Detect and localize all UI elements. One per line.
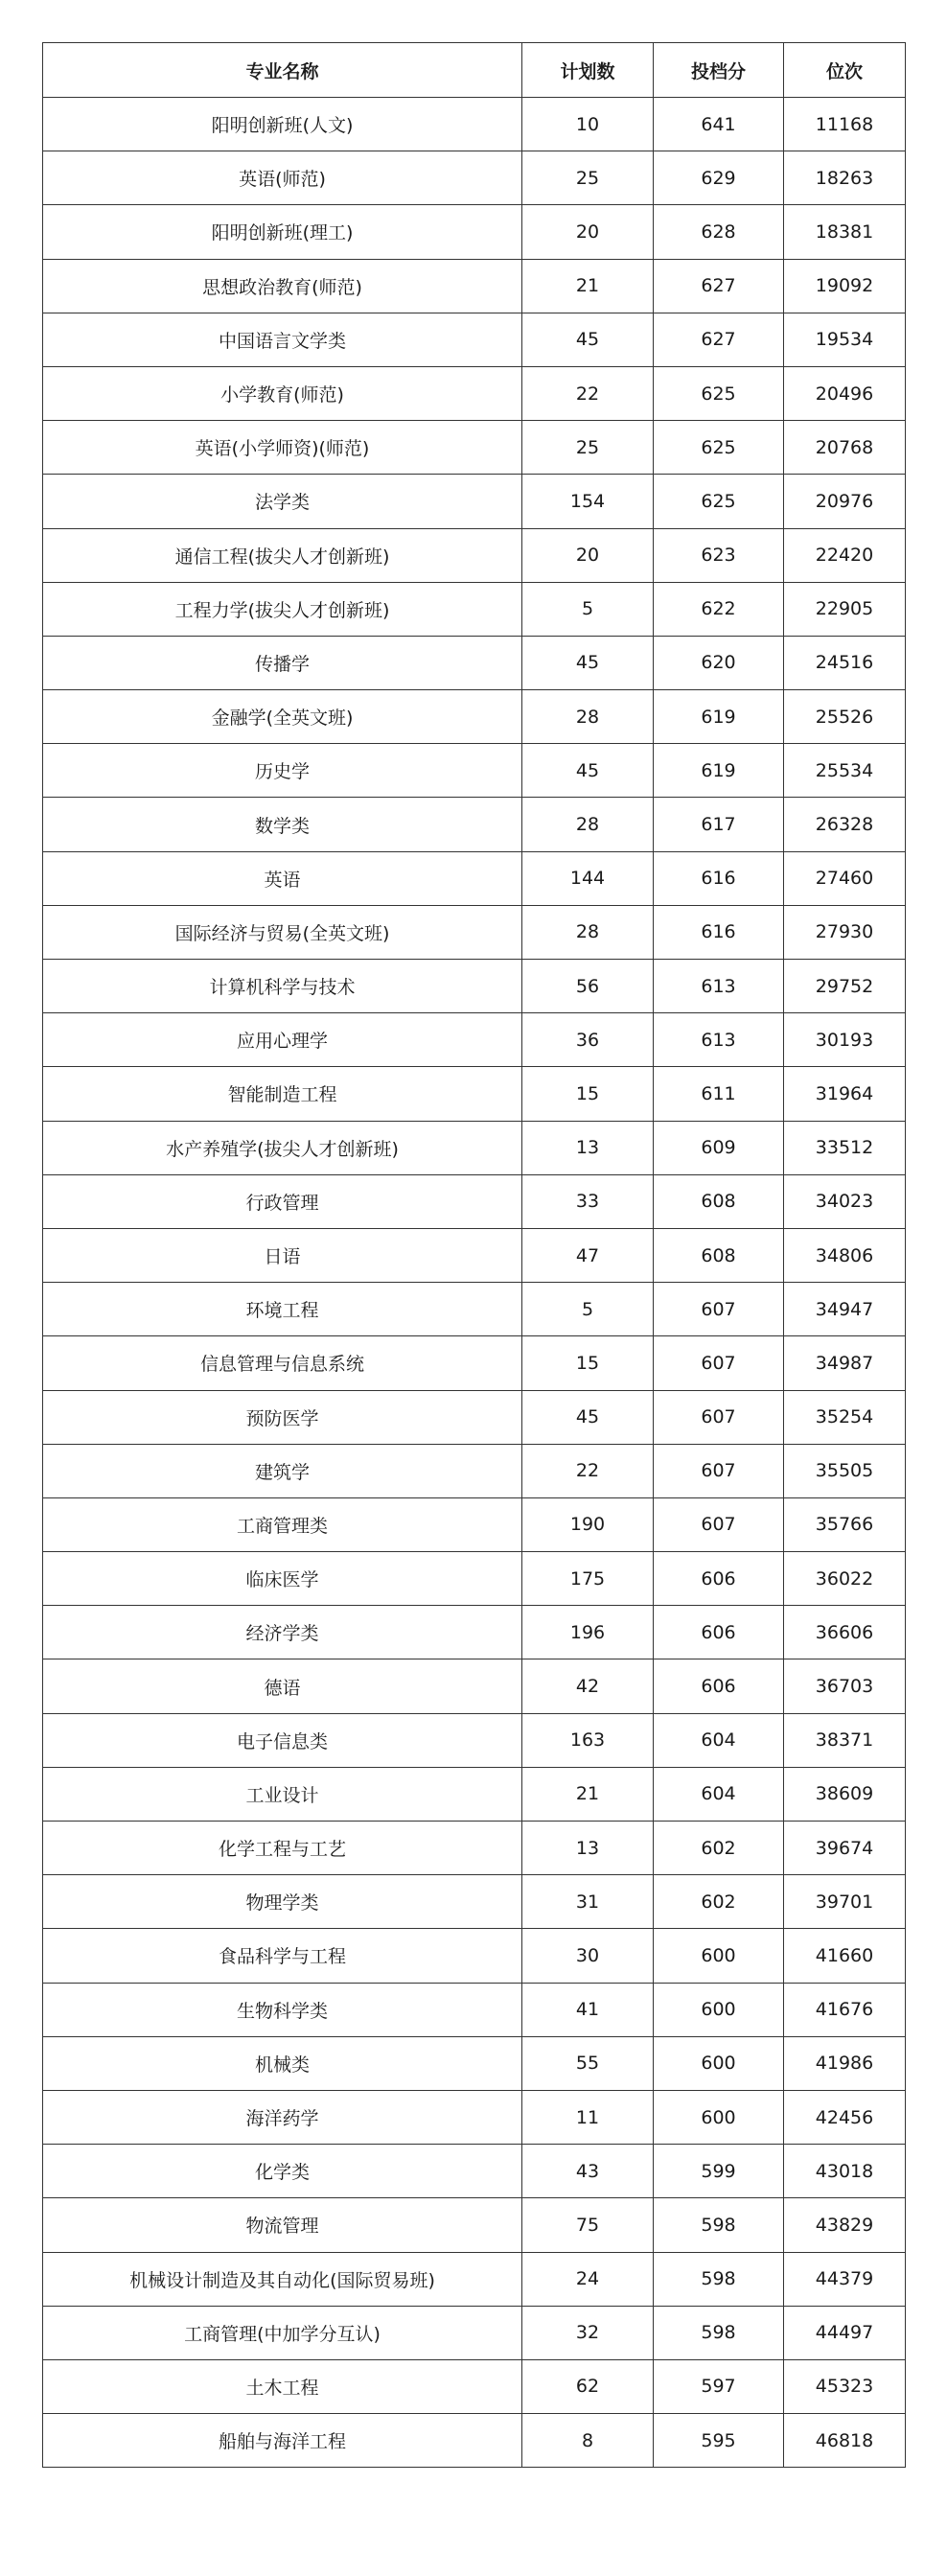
cell-plan-count: 45 — [522, 313, 654, 366]
table-row — [43, 1983, 906, 2036]
cell-plan-count: 22 — [522, 366, 654, 420]
cell-plan-count: 196 — [522, 1606, 654, 1659]
cell-rank: 38609 — [784, 1767, 906, 1821]
table-row — [43, 2198, 906, 2252]
cell-major-name: 物理学类 — [43, 1875, 522, 1929]
cell-major-name: 中国语言文学类 — [43, 313, 522, 366]
cell-major-name: 机械设计制造及其自动化(国际贸易班) — [43, 2252, 522, 2306]
cell-admission-score: 606 — [654, 1659, 784, 1713]
cell-major-name: 水产养殖学(拔尖人才创新班) — [43, 1121, 522, 1174]
cell-rank: 24516 — [784, 636, 906, 689]
cell-rank: 11168 — [784, 98, 906, 151]
cell-major-name: 阳明创新班(理工) — [43, 205, 522, 259]
cell-major-name: 生物科学类 — [43, 1983, 522, 2036]
cell-plan-count: 5 — [522, 1283, 654, 1336]
cell-admission-score: 607 — [654, 1336, 784, 1390]
table-row — [43, 2090, 906, 2144]
cell-major-name: 船舶与海洋工程 — [43, 2414, 522, 2468]
cell-plan-count: 56 — [522, 960, 654, 1013]
cell-rank: 18263 — [784, 151, 906, 205]
cell-admission-score: 598 — [654, 2198, 784, 2252]
cell-plan-count: 75 — [522, 2198, 654, 2252]
table-row — [43, 366, 906, 420]
cell-major-name: 经济学类 — [43, 1606, 522, 1659]
cell-major-name: 工程力学(拔尖人才创新班) — [43, 582, 522, 636]
cell-admission-score: 628 — [654, 205, 784, 259]
cell-major-name: 计算机科学与技术 — [43, 960, 522, 1013]
cell-rank: 45323 — [784, 2359, 906, 2413]
cell-rank: 43018 — [784, 2145, 906, 2198]
cell-rank: 34987 — [784, 1336, 906, 1390]
cell-rank: 19092 — [784, 259, 906, 313]
cell-admission-score: 602 — [654, 1875, 784, 1929]
cell-rank: 26328 — [784, 798, 906, 851]
cell-rank: 30193 — [784, 1013, 906, 1067]
cell-admission-score: 616 — [654, 905, 784, 959]
cell-admission-score: 600 — [654, 2090, 784, 2144]
cell-plan-count: 62 — [522, 2359, 654, 2413]
cell-rank: 39674 — [784, 1822, 906, 1875]
cell-plan-count: 15 — [522, 1067, 654, 1121]
cell-admission-score: 622 — [654, 582, 784, 636]
cell-admission-score: 600 — [654, 1929, 784, 1983]
cell-major-name: 阳明创新班(人文) — [43, 98, 522, 151]
cell-major-name: 海洋药学 — [43, 2090, 522, 2144]
table-row — [43, 690, 906, 744]
cell-plan-count: 163 — [522, 1713, 654, 1767]
cell-major-name: 通信工程(拔尖人才创新班) — [43, 528, 522, 582]
cell-rank: 20976 — [784, 475, 906, 528]
cell-rank: 41660 — [784, 1929, 906, 1983]
cell-major-name: 智能制造工程 — [43, 1067, 522, 1121]
cell-plan-count: 11 — [522, 2090, 654, 2144]
cell-rank: 41676 — [784, 1983, 906, 2036]
cell-rank: 44497 — [784, 2306, 906, 2359]
cell-admission-score: 604 — [654, 1767, 784, 1821]
table-row — [43, 1336, 906, 1390]
cell-major-name: 行政管理 — [43, 1174, 522, 1228]
cell-plan-count: 33 — [522, 1174, 654, 1228]
cell-rank: 35254 — [784, 1390, 906, 1444]
cell-admission-score: 608 — [654, 1174, 784, 1228]
cell-major-name: 机械类 — [43, 2036, 522, 2090]
cell-major-name: 化学工程与工艺 — [43, 1822, 522, 1875]
cell-admission-score: 629 — [654, 151, 784, 205]
table-row — [43, 1713, 906, 1767]
cell-rank: 43829 — [784, 2198, 906, 2252]
cell-admission-score: 607 — [654, 1497, 784, 1551]
cell-major-name: 思想政治教育(师范) — [43, 259, 522, 313]
table-row — [43, 1228, 906, 1282]
cell-plan-count: 45 — [522, 636, 654, 689]
cell-rank: 29752 — [784, 960, 906, 1013]
header-major-name: 专业名称 — [43, 43, 522, 98]
table-row — [43, 2252, 906, 2306]
cell-major-name: 电子信息类 — [43, 1713, 522, 1767]
cell-plan-count: 13 — [522, 1822, 654, 1875]
cell-plan-count: 15 — [522, 1336, 654, 1390]
table-header — [43, 43, 906, 98]
table-row — [43, 851, 906, 905]
cell-rank: 34023 — [784, 1174, 906, 1228]
table-row — [43, 1606, 906, 1659]
cell-plan-count: 25 — [522, 151, 654, 205]
table-row — [43, 744, 906, 798]
cell-admission-score: 595 — [654, 2414, 784, 2468]
cell-major-name: 国际经济与贸易(全英文班) — [43, 905, 522, 959]
cell-major-name: 化学类 — [43, 2145, 522, 2198]
cell-plan-count: 28 — [522, 905, 654, 959]
cell-rank: 41986 — [784, 2036, 906, 2090]
header-row — [43, 43, 906, 98]
cell-admission-score: 607 — [654, 1283, 784, 1336]
table-row — [43, 1497, 906, 1551]
cell-plan-count: 28 — [522, 690, 654, 744]
cell-major-name: 小学教育(师范) — [43, 366, 522, 420]
table-row — [43, 2145, 906, 2198]
cell-rank: 38371 — [784, 1713, 906, 1767]
cell-plan-count: 32 — [522, 2306, 654, 2359]
cell-rank: 19534 — [784, 313, 906, 366]
cell-admission-score: 623 — [654, 528, 784, 582]
table-row — [43, 259, 906, 313]
table-row — [43, 2414, 906, 2468]
cell-rank: 35505 — [784, 1444, 906, 1497]
cell-plan-count: 42 — [522, 1659, 654, 1713]
cell-admission-score: 616 — [654, 851, 784, 905]
table-row — [43, 1121, 906, 1174]
cell-rank: 42456 — [784, 2090, 906, 2144]
table-row — [43, 475, 906, 528]
cell-rank: 34806 — [784, 1228, 906, 1282]
table-row — [43, 1013, 906, 1067]
cell-admission-score: 613 — [654, 1013, 784, 1067]
cell-plan-count: 10 — [522, 98, 654, 151]
cell-major-name: 工业设计 — [43, 1767, 522, 1821]
cell-admission-score: 597 — [654, 2359, 784, 2413]
cell-admission-score: 625 — [654, 421, 784, 475]
cell-plan-count: 45 — [522, 744, 654, 798]
cell-plan-count: 41 — [522, 1983, 654, 2036]
cell-rank: 36606 — [784, 1606, 906, 1659]
admission-score-table — [42, 42, 906, 2468]
cell-rank: 18381 — [784, 205, 906, 259]
table-row — [43, 798, 906, 851]
cell-plan-count: 144 — [522, 851, 654, 905]
cell-major-name: 日语 — [43, 1228, 522, 1282]
cell-plan-count: 175 — [522, 1552, 654, 1606]
cell-plan-count: 13 — [522, 1121, 654, 1174]
table-row — [43, 421, 906, 475]
header-rank: 位次 — [784, 43, 906, 98]
cell-rank: 31964 — [784, 1067, 906, 1121]
cell-admission-score: 598 — [654, 2252, 784, 2306]
cell-admission-score: 625 — [654, 475, 784, 528]
cell-plan-count: 47 — [522, 1228, 654, 1282]
cell-rank: 34947 — [784, 1283, 906, 1336]
cell-major-name: 传播学 — [43, 636, 522, 689]
cell-rank: 27460 — [784, 851, 906, 905]
cell-plan-count: 55 — [522, 2036, 654, 2090]
cell-rank: 22420 — [784, 528, 906, 582]
cell-admission-score: 602 — [654, 1822, 784, 1875]
cell-admission-score: 604 — [654, 1713, 784, 1767]
table-row — [43, 1552, 906, 1606]
cell-rank: 39701 — [784, 1875, 906, 1929]
cell-admission-score: 600 — [654, 2036, 784, 2090]
cell-major-name: 工商管理(中加学分互认) — [43, 2306, 522, 2359]
cell-admission-score: 627 — [654, 259, 784, 313]
cell-rank: 25534 — [784, 744, 906, 798]
cell-major-name: 数学类 — [43, 798, 522, 851]
cell-major-name: 预防医学 — [43, 1390, 522, 1444]
table-row — [43, 2036, 906, 2090]
table-row — [43, 905, 906, 959]
table-row — [43, 1822, 906, 1875]
cell-admission-score: 611 — [654, 1067, 784, 1121]
cell-major-name: 法学类 — [43, 475, 522, 528]
cell-major-name: 历史学 — [43, 744, 522, 798]
cell-plan-count: 28 — [522, 798, 654, 851]
cell-rank: 36703 — [784, 1659, 906, 1713]
table-row — [43, 582, 906, 636]
cell-rank: 22905 — [784, 582, 906, 636]
cell-major-name: 临床医学 — [43, 1552, 522, 1606]
cell-major-name: 食品科学与工程 — [43, 1929, 522, 1983]
cell-admission-score: 627 — [654, 313, 784, 366]
cell-plan-count: 21 — [522, 1767, 654, 1821]
cell-rank: 46818 — [784, 2414, 906, 2468]
table-row — [43, 1067, 906, 1121]
cell-major-name: 英语 — [43, 851, 522, 905]
header-admission-score: 投档分 — [654, 43, 784, 98]
cell-major-name: 英语(小学师资)(师范) — [43, 421, 522, 475]
cell-major-name: 英语(师范) — [43, 151, 522, 205]
table-row — [43, 636, 906, 689]
cell-plan-count: 30 — [522, 1929, 654, 1983]
table-row — [43, 98, 906, 151]
cell-admission-score: 613 — [654, 960, 784, 1013]
table-row — [43, 2359, 906, 2413]
cell-admission-score: 619 — [654, 744, 784, 798]
table-row — [43, 528, 906, 582]
admission-table-container — [42, 42, 905, 2468]
cell-major-name: 应用心理学 — [43, 1013, 522, 1067]
table-row — [43, 1174, 906, 1228]
cell-plan-count: 8 — [522, 2414, 654, 2468]
cell-plan-count: 25 — [522, 421, 654, 475]
table-body — [43, 98, 906, 2468]
cell-major-name: 信息管理与信息系统 — [43, 1336, 522, 1390]
cell-admission-score: 598 — [654, 2306, 784, 2359]
cell-admission-score: 619 — [654, 690, 784, 744]
table-row — [43, 1929, 906, 1983]
cell-rank: 25526 — [784, 690, 906, 744]
cell-admission-score: 607 — [654, 1390, 784, 1444]
cell-rank: 35766 — [784, 1497, 906, 1551]
table-row — [43, 205, 906, 259]
cell-plan-count: 43 — [522, 2145, 654, 2198]
cell-plan-count: 5 — [522, 582, 654, 636]
cell-admission-score: 606 — [654, 1606, 784, 1659]
cell-rank: 20496 — [784, 366, 906, 420]
cell-admission-score: 606 — [654, 1552, 784, 1606]
table-row — [43, 1767, 906, 1821]
cell-admission-score: 600 — [654, 1983, 784, 2036]
cell-major-name: 金融学(全英文班) — [43, 690, 522, 744]
cell-admission-score: 617 — [654, 798, 784, 851]
cell-major-name: 土木工程 — [43, 2359, 522, 2413]
cell-major-name: 德语 — [43, 1659, 522, 1713]
table-row — [43, 313, 906, 366]
cell-admission-score: 620 — [654, 636, 784, 689]
table-row — [43, 1283, 906, 1336]
cell-plan-count: 36 — [522, 1013, 654, 1067]
cell-admission-score: 609 — [654, 1121, 784, 1174]
cell-plan-count: 45 — [522, 1390, 654, 1444]
cell-rank: 20768 — [784, 421, 906, 475]
cell-admission-score: 607 — [654, 1444, 784, 1497]
cell-rank: 44379 — [784, 2252, 906, 2306]
cell-major-name: 建筑学 — [43, 1444, 522, 1497]
cell-plan-count: 20 — [522, 205, 654, 259]
cell-rank: 33512 — [784, 1121, 906, 1174]
cell-plan-count: 20 — [522, 528, 654, 582]
cell-admission-score: 625 — [654, 366, 784, 420]
table-row — [43, 1875, 906, 1929]
cell-plan-count: 21 — [522, 259, 654, 313]
table-row — [43, 1390, 906, 1444]
cell-admission-score: 608 — [654, 1228, 784, 1282]
table-row — [43, 2306, 906, 2359]
table-row — [43, 960, 906, 1013]
cell-admission-score: 641 — [654, 98, 784, 151]
cell-rank: 36022 — [784, 1552, 906, 1606]
header-plan-count: 计划数 — [522, 43, 654, 98]
cell-admission-score: 599 — [654, 2145, 784, 2198]
cell-major-name: 工商管理类 — [43, 1497, 522, 1551]
cell-plan-count: 31 — [522, 1875, 654, 1929]
table-row — [43, 151, 906, 205]
cell-major-name: 环境工程 — [43, 1283, 522, 1336]
cell-plan-count: 24 — [522, 2252, 654, 2306]
cell-plan-count: 154 — [522, 475, 654, 528]
table-row — [43, 1659, 906, 1713]
cell-plan-count: 22 — [522, 1444, 654, 1497]
cell-major-name: 物流管理 — [43, 2198, 522, 2252]
table-row — [43, 1444, 906, 1497]
cell-rank: 27930 — [784, 905, 906, 959]
cell-plan-count: 190 — [522, 1497, 654, 1551]
